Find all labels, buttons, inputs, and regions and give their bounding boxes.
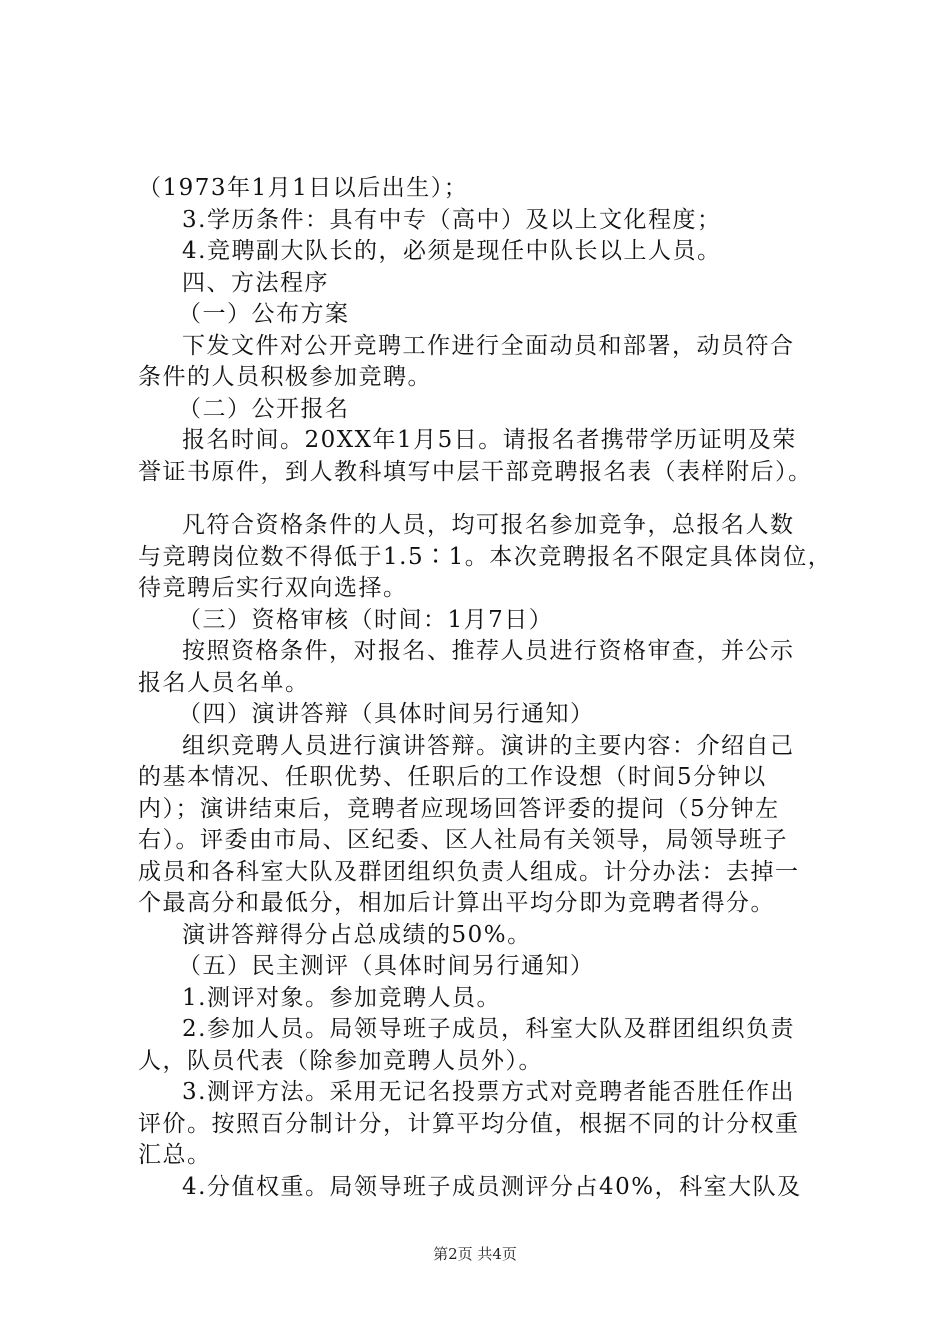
text-line: 4.分值权重。局领导班子成员测评分占40%，科室大队及 [182,1173,802,1200]
text-line: 报名人员名单。 [138,669,310,696]
subsection-heading: （三）资格审核（时间：1月7日） [178,606,554,633]
text-line: 成员和各科室大队及群团组织负责人组成。计分办法：去掉一 [138,858,800,885]
text-line: 个最高分和最低分，相加后计算出平均分即为竞聘者得分。 [138,890,775,916]
text-line: 3.学历条件：具有中专（高中）及以上文化程度； [182,206,722,233]
text-line: 按照资格条件，对报名、推荐人员进行资格审查，并公示 [182,638,795,664]
text-line: 组织竞聘人员进行演讲答辩。演讲的主要内容：介绍自己 [182,732,795,759]
text-line: 待竞聘后实行双向选择。 [138,575,408,601]
text-line: 条件的人员积极参加竞聘。 [138,364,432,390]
text-line: 与竞聘岗位数不得低于1.5∶1。本次竞聘报名不限定具体岗位， [138,543,833,570]
text-line: 下发文件对公开竞聘工作进行全面动员和部署，动员符合 [182,332,795,359]
text-line: 人，队员代表（除参加竞聘人员外）。 [138,1047,543,1074]
text-line: 右）。评委由市局、区纪委、区人社局有关领导，局领导班子 [138,827,788,853]
document-body [138,173,838,1203]
paragraph-gap [138,488,838,510]
text-line: 3.测评方法。采用无记名投票方式对竞聘者能否胜任作出 [182,1079,795,1105]
text-line: 凡符合资格条件的人员，均可报名参加竞争，总报名人数 [182,512,795,538]
text-line: 誉证书原件，到人教科填写中层干部竞聘报名表（表样附后）。 [138,458,813,485]
section-heading: 四、方法程序 [182,269,329,296]
text-line: （1973年1月1日以后出生）； [138,175,469,201]
text-line: 4.竞聘副大队长的，必须是现任中队长以上人员。 [182,238,722,264]
subsection-heading: （一）公布方案 [178,301,350,327]
subsection-heading: （四）演讲答辩（具体时间另行通知） [178,701,595,727]
text-line: 2.参加人员。局领导班子成员，科室大队及群团组织负责 [182,1016,795,1042]
text-line: 演讲答辩得分占总成绩的50%。 [182,921,532,948]
subsection-heading: （二）公开报名 [178,395,350,422]
text-line: 评价。按照百分制计分，计算平均分值，根据不同的计分权重 [138,1110,800,1137]
page-number: 第2页 共4页 [433,1245,517,1263]
page-footer [0,1244,950,1264]
text-line: 内）；演讲结束后，竞聘者应现场回答评委的提问（5分钟左 [138,795,780,822]
text-line: 的基本情况、任职优势、任职后的工作设想（时间5分钟以 [138,764,767,790]
text-line: 汇总。 [138,1142,212,1168]
text-line: 报名时间。20XX年1月5日。请报名者携带学历证明及荣 [182,427,797,453]
subsection-heading: （五）民主测评（具体时间另行通知） [178,953,595,979]
text-line: 1.测评对象。参加竞聘人员。 [182,984,501,1011]
